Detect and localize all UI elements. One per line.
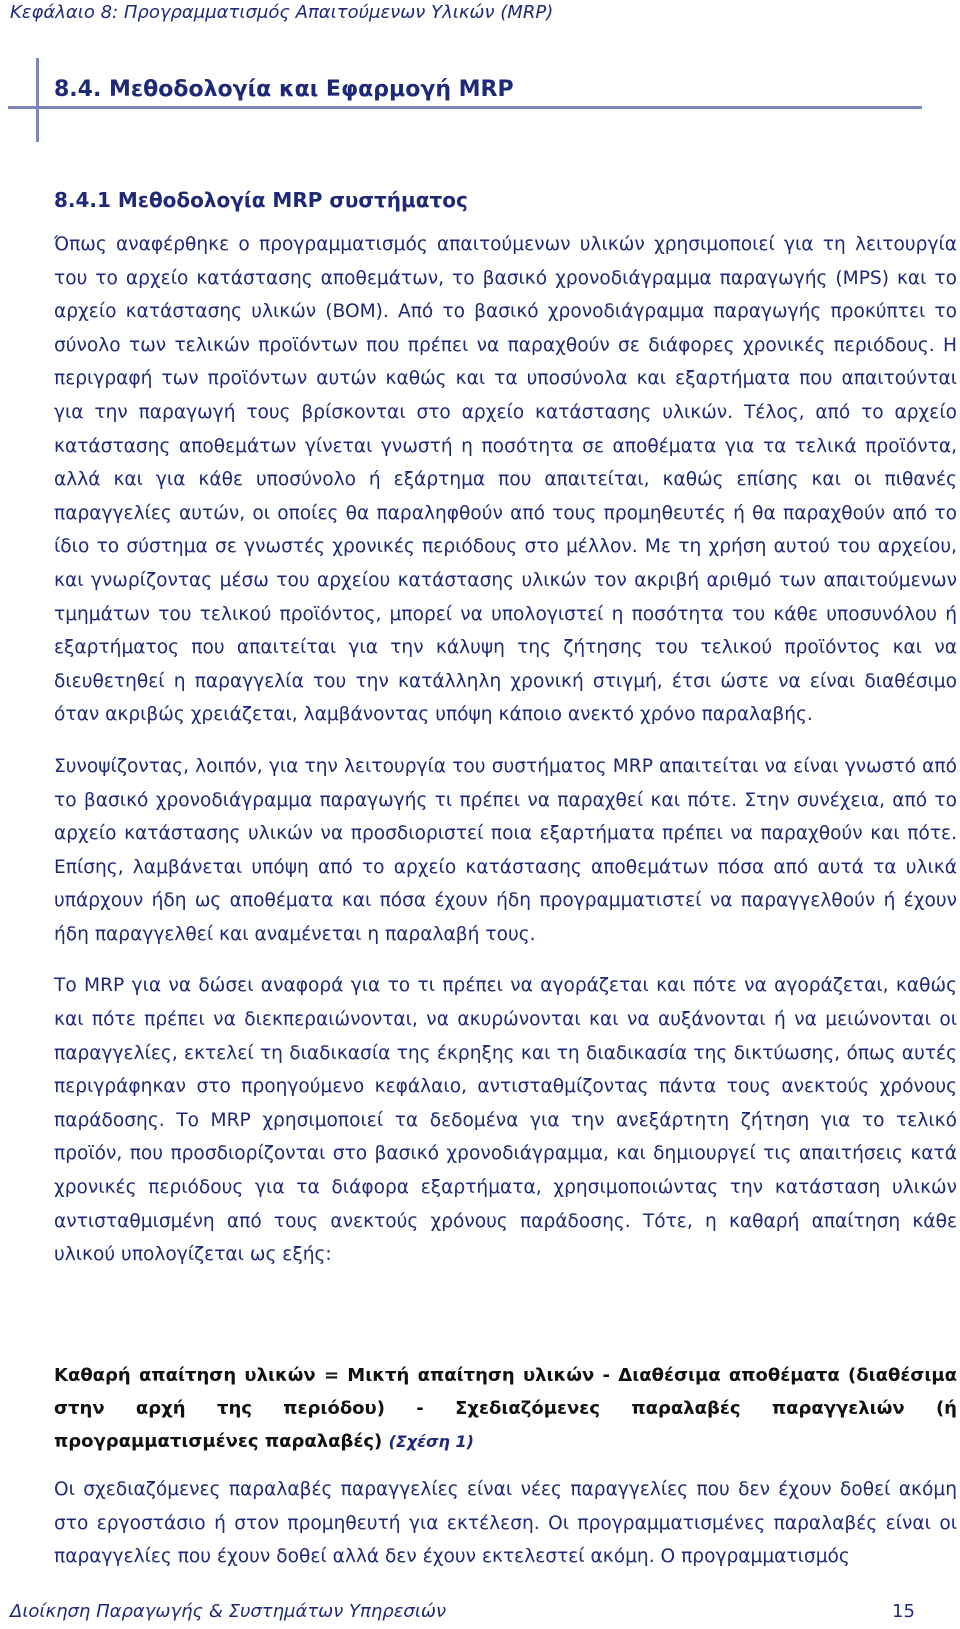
section-divider-horizontal bbox=[8, 106, 922, 109]
footer-page-number: 15 bbox=[892, 1601, 915, 1622]
running-header: Κεφάλαιο 8: Προγραμματισμός Απαιτούμενων Υλικών (MRP) bbox=[10, 2, 554, 23]
formula-reference: (Σχέση 1) bbox=[388, 1432, 474, 1451]
paragraph-3: Το MRP για να δώσει αναφορά για το τι πρέπει να αγοράζεται και πότε να αγοράζεται, καθώς και πότε πρέπει να διεκπεραιώνονται, να ακυρώνονται και να αυξάνονται ή να μειώνονται οι παραγγελίες, εκτελεί τη διαδικασία της έκρηξης και τη διαδικασία της δικτύωσης, όπως αυτές περιγράφηκαν στο προηγούμενο κεφάλαιο, αντισταθμίζοντας πάντα τους ανεκτούς χρόνους παράδοσης. Το MRP χρησιμοποιεί τα δεδομένα για την ανεξάρτητη ζήτηση για το τελικό προϊόν, που προσδιορίζονται στο βασικό χρονοδιάγραμμα, και δημιουργεί τις απαιτήσεις κατά χρονικές περιόδους για τα διάφορα εξαρτήματα, χρησιμοποιώντας την κατάσταση υλικών αντισταθμισμένη από τους ανεκτούς χρόνους παράδοσης. Τότε, η καθαρή απαίτηση κάθε υλικού υπολογίζεται ως εξής: bbox=[54, 975, 957, 1266]
paragraph-1: Όπως αναφέρθηκε ο προγραμματισμός απαιτούμενων υλικών χρησιμοποιεί για τη λειτουργία του το αρχείο κατάστασης αποθεμάτων, το βασικό χρονοδιάγραμμα παραγωγής (MPS) και το αρχείο κατάστασης υλικών (BOM). Από το βασικό χρονοδιάγραμμα παραγωγής προκύπτει το σύνολο των τελικών προϊόντων που πρέπει να παραχθούν σε διάφορες χρονικές περιόδους. Η περιγραφή των προϊόντων αυτών καθώς και τα υποσύνολα και εξαρτήματα που απαιτούνται για την παραγωγή τους βρίσκονται στο αρχείο κατάστασης υλικών. Τέλος, από το αρχείο κατάστασης αποθεμάτων γίνεται γνωστή η ποσότητα σε αποθέματα για τα τελικά προϊόντα, αλλά και για κάθε υποσύνολο ή εξάρτημα που απαιτείται, καθώς επίσης και οι πιθανές παραγγελίες αυτών, οι οποίες θα παραληφθούν από τους προμηθευτές ή θα παραχθούν από το ίδιο το σύστημα σε γνωστές χρονικές περιόδους στο μέλλον. Με τη χρήση αυτού του αρχείου, και γνωρίζοντας μέσω του αρχείου κατάστασης υλικών τον ακριβή αριθμό των απαιτούμενων τμημάτων του τελικού προϊόντος, μπορεί να υπολογιστεί η ποσότητα του κάθε υποσυνόλου ή εξαρτήματος που απαιτείται για την κάλυψη της ζήτησης του τελικού προϊόντος και να διευθετηθεί η παραγγελία του την κατάλληλη χρονική στιγμή, έτσι ώστε να είναι διαθέσιμο όταν ακριβώς χρειάζεται, λαμβάνοντας υπόψη κάποιο ανεκτό χρόνο παραλαβής. bbox=[54, 234, 957, 726]
paragraph-2: Συνοψίζοντας, λοιπόν, για την λειτουργία του συστήματος MRP απαιτείται να είναι γνωστό από το βασικό χρονοδιάγραμμα παραγωγής τι πρέπει να παραχθεί και πότε. Στην συνέχεια, από το αρχείο κατάστασης υλικών να προσδιοριστεί ποια εξαρτήματα πρέπει να παραχθούν και πότε. Επίσης, λαμβάνεται υπόψη από το αρχείο κατάστασης αποθεμάτων πόσα από αυτά τα υλικά υπάρχουν ήδη ως αποθέματα και πόσα έχουν ήδη προγραμματιστεί να παραγγελθούν ή έχουν ήδη παραγγελθεί και αναμένεται η παραλαβή τους. bbox=[54, 755, 957, 945]
section-divider-vertical bbox=[36, 58, 39, 142]
paragraph-4: Οι σχεδιαζόμενες παραλαβές παραγγελίες είναι νέες παραγγελίες που δεν έχουν δοθεί ακόμη στο εργοστάσιο ή στον προμηθευτή για εκτέλεση. Οι προγραμματισμένες παραλαβές είναι οι παραγγελίες που έχουν δοθεί αλλά δεν έχουν εκτελεστεί ακόμη. Ο προγραμματισμός bbox=[54, 1479, 957, 1568]
subsection-title: 8.4.1 Μεθοδολογία MRP συστήματος bbox=[54, 188, 468, 212]
formula bbox=[54, 1359, 957, 1458]
formula-text: Καθαρή απαίτηση υλικών = Μικτή απαίτηση υλικών - Διαθέσιμα αποθέματα (διαθέσιμα στην αρχή της περιόδου) - Σχεδιαζόμενες παραλαβές παραγγελιών (ή προγραμματισμένες παραλαβές) bbox=[54, 1365, 957, 1452]
footer-book-title: Διοίκηση Παραγωγής & Συστημάτων Υπηρεσιών bbox=[10, 1601, 447, 1622]
closing-paragraph bbox=[54, 1473, 957, 1592]
body-text bbox=[54, 228, 957, 1290]
section-title: 8.4. Μεθοδολογία και Εφαρμογή MRP bbox=[54, 77, 514, 102]
